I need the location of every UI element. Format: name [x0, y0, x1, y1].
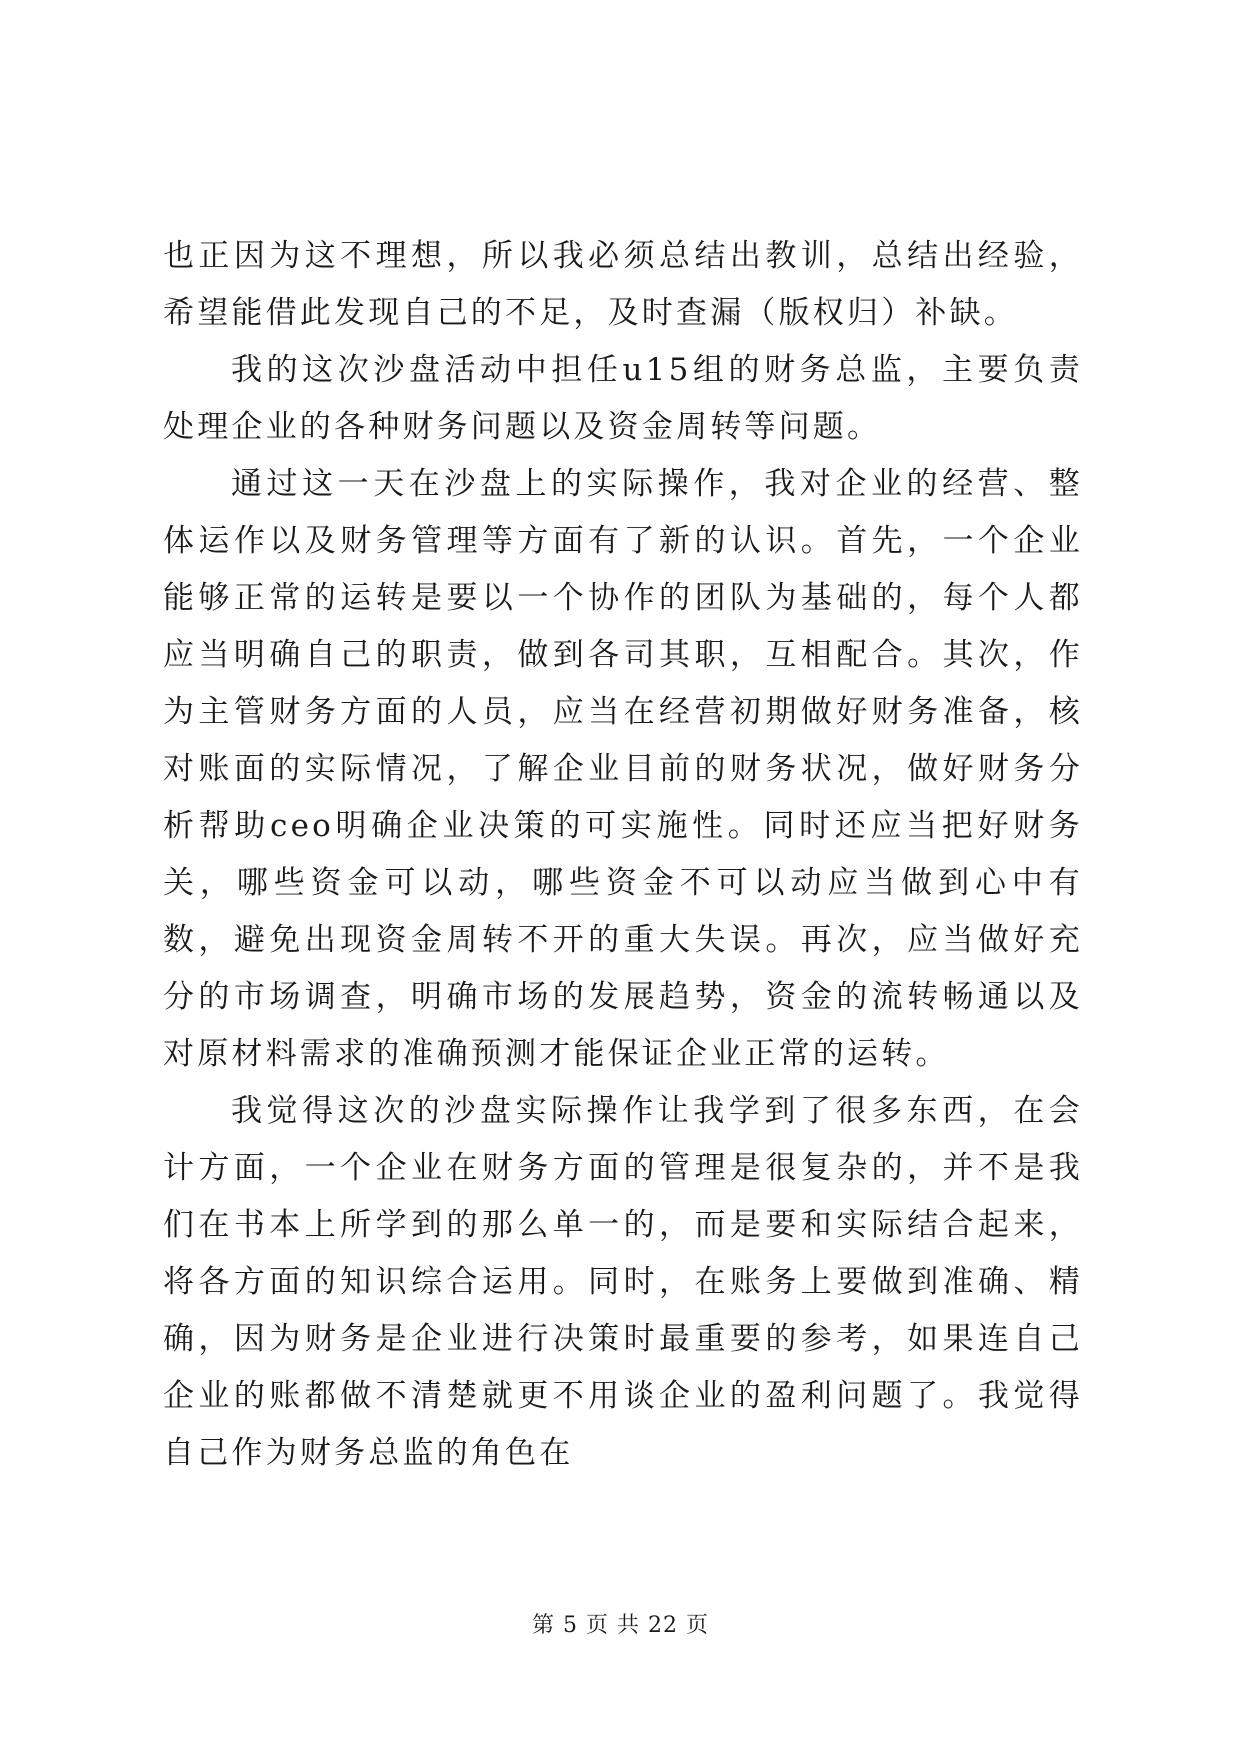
paragraph-1: 也正因为这不理想，所以我必须总结出教训，总结出经验，希望能借此发现自己的不足，及时查漏（版权归）补缺。: [163, 238, 1083, 331]
body-text: [163, 228, 1083, 1482]
paragraph-3: 通过这一天在沙盘上的实际操作，我对企业的经营、整体运作以及财务管理等方面有了新的认识。首先，一个企业能够正常的运转是要以一个协作的团队为基础的，每个人都应当明确自己的职责，做到各司其职，互相配合。其次，作为主管财务方面的人员，应当在经营初期做好财务准备，核对账面的实际情况，了解企业目前的财务状况，做好财务分析帮助ceo明确企业决策的可实施性。同时还应当把好财务关，哪些资金可以动，哪些资金不可以动应当做到心中有数，避免出现资金周转不开的重大失误。再次，应当做好充分的市场调查，明确市场的发展趋势，资金的流转畅通以及对原材料需求的准确预测才能保证企业正常的运转。: [163, 466, 1083, 1072]
page-number-footer: 第 5 页 共 22 页: [532, 1613, 709, 1638]
paragraph-2: 我的这次沙盘活动中担任u15组的财务总监，主要负责处理企业的各种财务问题以及资金周转等问题。: [163, 352, 1083, 445]
paragraph-4: 我觉得这次的沙盘实际操作让我学到了很多东西，在会计方面，一个企业在财务方面的管理是很复杂的，并不是我们在书本上所学到的那么单一的，而是要和实际结合起来，将各方面的知识综合运用。同时，在账务上要做到准确、精确，因为财务是企业进行决策时最重要的参考，如果连自己企业的账都做不清楚就更不用谈企业的盈利问题了。我觉得自己作为财务总监的角色在: [163, 1093, 1083, 1471]
